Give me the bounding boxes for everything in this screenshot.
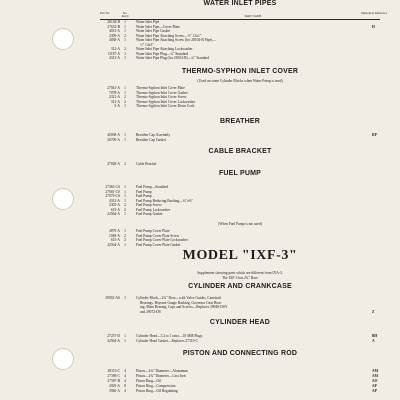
part-description: Water Inlet Pipe—Cover Plate [136, 24, 180, 29]
part-number: 5-A [114, 104, 120, 108]
part-number: 22564-A [107, 338, 120, 343]
part-row [90, 339, 390, 344]
part-description: Piston—2¾" Diameter—Cast Iron [136, 374, 186, 378]
part-description: Cable Bracket [136, 162, 157, 166]
part-description: Water Inlet Pipe Plug (for 28104-B)—¾" Standard [136, 56, 210, 60]
part-number: 2303-A [109, 203, 120, 207]
model-note-supplement: Supplement showing parts which are different from IXA-3. [197, 271, 283, 275]
illustration-ref: AM [372, 369, 378, 373]
quantity: 1 [124, 212, 126, 216]
part-description: Fuel Pump Gasket [136, 212, 163, 216]
quantity: 1 [124, 90, 126, 95]
section-title-cable-bracket: CABLE BRACKET [208, 148, 272, 155]
section-title-thermo-syphon: THERMO-SYPHON INLET COVER [181, 68, 299, 75]
quantity: 1 [124, 198, 126, 203]
binder-hole-middle [52, 188, 74, 210]
quantity: 1 [124, 51, 126, 56]
part-number: 2321-A [109, 95, 120, 99]
illustration-ref: AO [372, 379, 378, 383]
part-number: 28116-C [107, 369, 120, 373]
quantity: 8 [124, 384, 126, 388]
part-description: Water Inlet Pipe Attaching Screw (for 28104-B Pipe)— [136, 38, 216, 42]
part-number: 27386-C [107, 374, 120, 378]
part-number: 27257-D [107, 334, 120, 338]
part-number: 615-A [110, 238, 120, 242]
part-description: ½" 13x3" [140, 42, 154, 47]
col-header-part-name: PART NAME [244, 14, 262, 18]
part-row [90, 212, 390, 217]
quantity: 1 [124, 20, 126, 24]
part-number: 312-A [110, 47, 120, 51]
part-description: Fuel Pump Reducing Bushing—¾"x⅜" [136, 198, 193, 203]
part-description-continuation: Bearings, Bayonet Gauge Bushing, Governor Gear Bear- [140, 300, 222, 305]
part-number: 27681-CS [105, 189, 120, 194]
part-number: 7078-A [109, 90, 120, 95]
quantity: 2 [124, 238, 126, 242]
quantity: 1 [124, 334, 126, 338]
part-row [90, 138, 390, 143]
part-number: 27079-CS [105, 194, 120, 198]
part-description: Fuel Pump Cover Plate Screw [136, 233, 180, 238]
part-number: 27028-A [107, 162, 120, 166]
part-row [90, 379, 390, 384]
part-number: 4031-A [109, 29, 120, 33]
part-number: 2029-A [109, 384, 120, 388]
part-description: Fuel Pump Cover Plate Lockwasher [136, 238, 188, 242]
part-description: Thermo-Syphon Inlet Cover Lockwasher [136, 99, 196, 104]
part-description: Fuel Pump Cover Plate Gasket [136, 242, 181, 247]
part-description: Fuel Pump Screw [136, 203, 162, 207]
part-description: Water Inlet Pipe [136, 20, 160, 24]
section-title-cylinder-crankcase: CYLINDER AND CRANKCASE [188, 283, 292, 290]
quantity: 1 [124, 242, 126, 247]
quantity: 2 [124, 99, 126, 104]
part-description: Breather Cap Assembly [136, 133, 171, 137]
part-description: Water Inlet Pipe Attaching Lockwasher [136, 47, 193, 51]
illustration-ref: AP [372, 384, 377, 388]
part-description: Fuel Pump—Standard [136, 185, 169, 189]
section-note-fuel-pump-not-used: (When Fuel Pump is not used) [218, 222, 262, 226]
col-header-qty: No. Req'd [121, 11, 129, 19]
part-number: 28104-B [107, 20, 120, 24]
part-number: 1049-A [109, 233, 120, 238]
part-number: 27041-A [107, 86, 120, 90]
part-description-continuation: and 29072-DS [140, 309, 161, 314]
part-number: 26709-A [107, 137, 120, 142]
section-title-water-inlet-pipes: WATER INLET PIPES [203, 0, 277, 7]
part-description: Thermo-Syphon Inlet Cover Screw [136, 95, 187, 99]
part-description: Fuel Pump [136, 194, 152, 198]
section-title-breather: BREATHER [220, 118, 260, 125]
quantity: 1 [124, 137, 126, 142]
part-number: 27463-CS [105, 185, 120, 189]
part-number: 39033-AS [105, 296, 120, 300]
part-row [90, 243, 390, 248]
quantity: 1 [124, 296, 126, 300]
part-number: 40038-A [107, 133, 120, 137]
part-number: 22564-A [107, 212, 120, 216]
part-row [90, 389, 390, 394]
part-description: Water Inlet Pipe Attaching Screw—½" 13x1" [136, 33, 202, 38]
illustration-ref: AP [372, 389, 377, 393]
part-row [90, 162, 390, 167]
part-description: Cylinder Block—2¾" Bore—with Valve Guides, Camshaft [136, 296, 222, 300]
quantity: 2 [124, 233, 126, 238]
part-description: Piston—2¾" Diameter—Aluminum [136, 369, 188, 373]
part-number: 3940-A [109, 389, 120, 393]
part-description: Fuel Pump [136, 189, 152, 194]
quantity: 4 [124, 379, 126, 383]
part-number: 615-A [110, 207, 120, 212]
quantity: 1 [124, 104, 126, 108]
illustration-ref: RP [372, 133, 377, 137]
part-row [90, 104, 390, 109]
illustration-ref: BH [372, 334, 378, 338]
section-note-thermo-syphon: (Used on some Cylinder Blocks when Water Pump is used) [197, 79, 283, 83]
part-description-continuation: ing, Main Bearing, Caps and Screws—Replaces 39040-DSY [140, 305, 228, 309]
section-title-fuel-pump: FUEL PUMP [218, 170, 262, 177]
part-description: Water Inlet Pipe Gasket [136, 29, 171, 33]
quantity: 4 [124, 369, 126, 373]
quantity: 1 [124, 29, 126, 33]
quantity: 1 [124, 338, 126, 343]
binder-hole-top [52, 28, 74, 50]
section-title-cylinder-head: CYLINDER HEAD [209, 319, 271, 326]
illustration-ref: H [372, 24, 375, 29]
quantity: 2 [124, 207, 126, 212]
section-title-piston-connecting-rod: PISTON AND CONNECTING ROD [182, 350, 298, 357]
quantity: 4 [124, 389, 126, 393]
quantity: 1 [124, 86, 126, 90]
part-description: Fuel Pump Cover Plate [136, 229, 170, 233]
part-description: Piston Ring—Oil Regulating [136, 389, 178, 393]
quantity: 1 [124, 229, 126, 233]
quantity: 1 [124, 24, 126, 29]
quantity: 2 [124, 95, 126, 99]
quantity: 1 [124, 133, 126, 137]
quantity: 2 [124, 162, 126, 166]
illustration-ref: Z [372, 309, 375, 314]
part-number: 2309-A [109, 33, 120, 38]
part-description: Breather Cap Gasket [136, 137, 166, 142]
part-number: 312-A [110, 99, 120, 104]
part-row-continuation [90, 310, 390, 315]
model-title: MODEL "IXF-3" [182, 248, 298, 263]
binder-hole-bottom [52, 348, 74, 370]
part-number: 4313-A [109, 198, 120, 203]
part-description: Fuel Pump Lockwasher [136, 207, 171, 212]
part-row [90, 374, 390, 379]
quantity: 1 [124, 194, 126, 198]
part-row [90, 56, 390, 61]
part-number: 4879-A [109, 229, 120, 233]
quantity: 1 [124, 56, 126, 60]
part-description: Cylinder Head Gasket—Replaces 27310-C [136, 338, 198, 343]
part-description: Thermo-Syphon Inlet Cover Drain Cock [136, 104, 195, 108]
part-row [90, 384, 390, 389]
quantity: 2 [124, 47, 126, 51]
part-row [90, 369, 390, 374]
quantity: 4 [124, 374, 126, 378]
part-number: 27387-B [107, 379, 120, 383]
model-note-bore: The IXF-3 has 2¾" Bore [222, 276, 258, 280]
part-number: 4038-A [109, 38, 120, 42]
part-number: 11187-A [107, 51, 120, 56]
illustration-ref: AM [372, 374, 378, 378]
parts-list [90, 0, 390, 400]
quantity: 2 [124, 33, 126, 38]
quantity: 1 [124, 189, 126, 194]
part-description: Piston Ring—Oil [136, 379, 162, 383]
part-number: 22564-A [107, 242, 120, 247]
quantity: 2 [124, 203, 126, 207]
part-description: Cylinder Head—3.2 to 1 ratio—18 MM Plugs [136, 334, 203, 338]
col-header-part-no: Part No. [100, 11, 110, 15]
part-description: Water Inlet Pipe Plug—¾" Standard [136, 51, 189, 56]
part-description: Thermo-Syphon Inlet Cover Gasket [136, 90, 188, 95]
quantity: 1 [124, 185, 126, 189]
quantity: 1 [124, 38, 126, 42]
part-description: Thermo-Syphon Inlet Cover Plate [136, 86, 185, 90]
illustration-ref: A [372, 338, 375, 343]
part-description: Piston Ring—Compression [136, 384, 176, 388]
part-number: 4313-A [109, 56, 120, 60]
col-header-illustration-ref: Illustration Reference [360, 11, 388, 15]
part-number: 27652-B [107, 24, 120, 29]
